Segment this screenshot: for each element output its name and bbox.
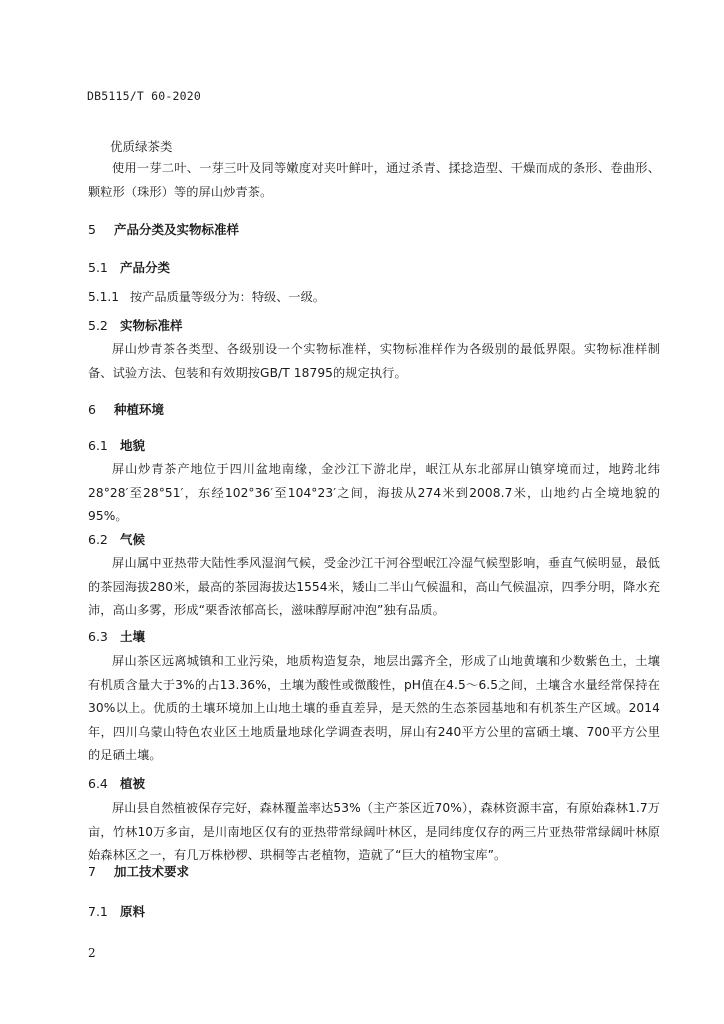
- section-number: 6.1: [88, 438, 108, 453]
- term-definition: 使用一芽二叶、一芽三叶及同等嫩度对夹叶鲜叶，通过杀青、揉捻造型、干燥而成的条形、卷曲形、颗粒形（珠形）等的屏山炒青茶。: [88, 161, 660, 199]
- section-title: 实物标准样: [120, 318, 183, 333]
- section-number: 6: [88, 402, 96, 417]
- section-number: 6.4: [88, 776, 108, 791]
- section-5-2-paragraph: 屏山炒青茶各类型、各级别设一个实物标准样，实物标准样作为各级别的最低界限。实物标准样制备、试验方法、包装和有效期按GB/T 18795的规定执行。: [88, 342, 660, 380]
- section-7-1-heading: [88, 902, 145, 920]
- section-number: 5: [88, 222, 96, 237]
- section-number: 7: [88, 864, 96, 879]
- section-title: 植被: [120, 776, 146, 791]
- section-title: 种植环境: [114, 402, 165, 417]
- page-number: 2: [88, 946, 96, 960]
- section-6-4-heading: [88, 774, 145, 792]
- clause-text: 按产品质量等级分为：特级、一级。: [130, 290, 325, 304]
- section-6-3-paragraph: 屏山茶区远离城镇和工业污染，地质构造复杂，地层出露齐全，形成了山地黄壤和少数紫色土，土壤有机质含量大于3%的占13.36%，土壤为酸性或微酸性，pH值在4.5～6.5之间，土壤含水量经常保持在30%以上。优质的土壤环境加上山地土壤的垂直差异，是天然的生态茶园基地和有机茶生产区域。2014年，四川乌蒙山特色农业区土地质量地球化学调查表明，屏山有240平方公里的富硒土壤、700平方公里的足硒土壤。: [88, 654, 660, 762]
- section-5-1-heading: [88, 258, 170, 276]
- section-number: 5.1: [88, 260, 108, 275]
- section-title: 加工技术要求: [114, 864, 190, 879]
- section-5-2-heading: [88, 316, 183, 334]
- section-7-heading: [88, 862, 189, 880]
- section-title: 产品分类及实物标准样: [114, 222, 240, 237]
- standard-code-header: DB5115/T 60-2020: [87, 89, 201, 103]
- section-6-1-heading: [88, 436, 145, 454]
- section-number: 6.2: [88, 532, 108, 547]
- section-title: 产品分类: [120, 260, 171, 275]
- section-title: 土壤: [120, 629, 146, 644]
- section-title: 原料: [120, 904, 146, 919]
- section-6-4-paragraph: 屏山县自然植被保存完好，森林覆盖率达53%（主产茶区近70%），森林资源丰富，有原始森林1.7万亩，竹林10万多亩，是川南地区仅有的亚热带常绿阔叶林区，是同纬度仅存的两三片亚热带常绿阔叶林原始森林区之一，有几万株桫椤、珙桐等古老植物，造就了“巨大的植物宝库”。: [88, 801, 660, 862]
- clause-number: 5.1.1: [88, 290, 120, 304]
- section-number: 6.3: [88, 629, 108, 644]
- section-title: 地貌: [120, 438, 146, 453]
- term-heading: 优质绿茶类: [110, 139, 173, 154]
- section-6-1-paragraph: 屏山炒青茶产地位于四川盆地南缘，金沙江下游北岸，岷江从东北部屏山镇穿境而过，地跨北纬28°28′至28°51′，东经102°36′至104°23′之间，海拔从274米到2008.7米，山地约占全境地貌的95%。: [88, 462, 660, 523]
- section-6-2-paragraph: 屏山属中亚热带大陆性季风湿润气候，受金沙江干河谷型岷江冷湿气候型影响，垂直气候明显，最低的茶园海拔280米，最高的茶园海拔达1554米，矮山二半山气候温和，高山气候温凉，四季分明，降水充沛，高山多雾，形成“栗香浓郁高长，滋味醇厚耐冲泡”独有品质。: [88, 556, 660, 617]
- section-title: 气候: [120, 532, 146, 547]
- section-6-3-heading: [88, 627, 145, 645]
- section-5-heading: [88, 220, 239, 238]
- section-6-2-heading: [88, 530, 145, 548]
- section-number: 5.2: [88, 318, 108, 333]
- section-number: 7.1: [88, 904, 108, 919]
- clause-5-1-1: [88, 288, 325, 305]
- section-6-heading: [88, 400, 164, 418]
